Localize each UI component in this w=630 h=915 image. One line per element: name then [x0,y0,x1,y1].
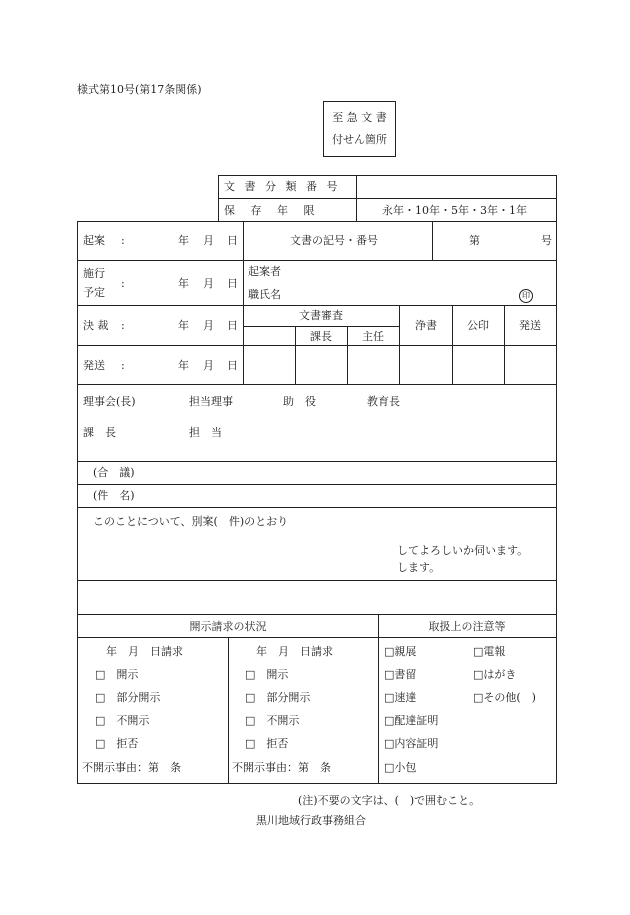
retention-value: 永年・10年・5年・3年・1年 [382,204,527,217]
disclosure-1-open[interactable]: □ 開示 [95,668,139,681]
disclosure-2-refused[interactable]: □ 拒否 [245,737,289,750]
disclosure-1-reason: 不開示事由：第 条 [82,761,181,774]
handling-kakitome[interactable]: □書留 [384,668,417,681]
disclosure-2-closed[interactable]: □ 不開示 [245,714,300,727]
shiko-day: 日 [227,277,238,290]
approval-tanto: 担 当 [189,426,222,439]
kessai-label: 決 裁 [83,319,109,332]
josho-label: 浄書 [415,319,437,332]
hasso-date-day: 日 [227,359,238,372]
kian-day: 日 [227,234,238,247]
handling-shinten[interactable]: □親展 [384,645,417,658]
disclosure-1-refused[interactable]: □ 拒否 [95,737,139,750]
disclosure-1-partial[interactable]: □ 部分開示 [95,691,161,704]
handling-sokutatsu[interactable]: □速達 [384,691,417,704]
shokushimei-label: 職氏名 [248,288,281,301]
handling-sonota[interactable]: □その他( ) [473,691,536,704]
approval-kacho: 課 長 [83,426,116,439]
koin-label: 公印 [467,319,489,332]
shiko-month: 月 [203,277,214,290]
disclosure-2-partial[interactable]: □ 部分開示 [245,691,311,704]
kian-year: 年 [178,234,189,247]
kacho-label: 課長 [310,330,332,343]
disclosure-2-open[interactable]: □ 開示 [245,668,289,681]
disclosure-2-date: 年 月 日請求 [256,645,333,658]
body-line-2: してよろしいか伺います。 [397,544,529,557]
kian-label: 起案 [83,234,105,247]
retention-label: 保 存 年 限 [224,204,315,217]
go-label: 号 [541,234,552,247]
approval-joyaku: 助 役 [283,395,316,408]
doc-number-label: 文書の記号・番号 [290,234,378,247]
hasso-date-month: 月 [203,359,214,372]
handling-haitatsu[interactable]: □配達証明 [384,714,439,727]
hasso-date-year: 年 [178,359,189,372]
disclosure-title: 開示請求の状況 [189,620,267,633]
kian-month: 月 [203,234,214,247]
disclosure-2-reason: 不開示事由：第 条 [232,761,331,774]
kessai-month: 月 [203,319,214,332]
handling-kozutsumi[interactable]: □小包 [384,761,417,774]
hasso-date-colon: : [121,359,125,372]
urgent-line-2: 付せん箇所 [332,133,387,146]
body-line-3: します。 [397,561,441,574]
urgent-document-box [323,101,396,157]
footer-note: (注)不要の文字は、( )で囲むこと。 [298,794,481,807]
kessai-year: 年 [178,319,189,332]
shiko-label-1: 施行 [83,267,105,280]
seal-mark: 印 [519,289,533,303]
handling-naiyo[interactable]: □内容証明 [384,737,439,750]
organization-name: 黒川地域行政事務組合 [256,814,366,827]
dai-label: 第 [469,234,480,247]
shinsa-label: 文書審査 [299,309,343,322]
approval-kyoikucho: 教育長 [367,395,400,408]
body-line-1: このことについて、別案( 件)のとおり [93,515,289,528]
kiansha-label: 起案者 [248,265,281,278]
handling-title: 取扱上の注意等 [428,620,506,633]
kian-colon: : [121,234,125,247]
disclosure-1-date: 年 月 日請求 [106,645,183,658]
hasso-col-label: 発送 [519,319,541,332]
shunin-label: 主任 [362,330,384,343]
kessai-day: 日 [227,319,238,332]
approval-tanto-riji: 担当理事 [189,395,233,408]
gogi-label: (合 議) [93,466,135,479]
shiko-year: 年 [178,277,189,290]
shiko-colon: : [121,277,125,290]
disclosure-1-closed[interactable]: □ 不開示 [95,714,150,727]
kenmei-label: (件 名) [93,489,135,502]
handling-hagaki[interactable]: □はがき [473,668,517,681]
approval-rijikai: 理事会(長) [83,395,136,408]
shiko-label-2: 予定 [83,286,105,299]
hasso-date-label: 発送 [83,359,105,372]
handling-denpo[interactable]: □電報 [473,645,506,658]
urgent-line-1: 至 急 文 書 [332,111,387,124]
kessai-colon: : [121,319,125,332]
form-title: 様式第10号(第17条関係) [77,83,202,96]
doc-class-label: 文 書 分 類 番 号 [224,180,341,193]
